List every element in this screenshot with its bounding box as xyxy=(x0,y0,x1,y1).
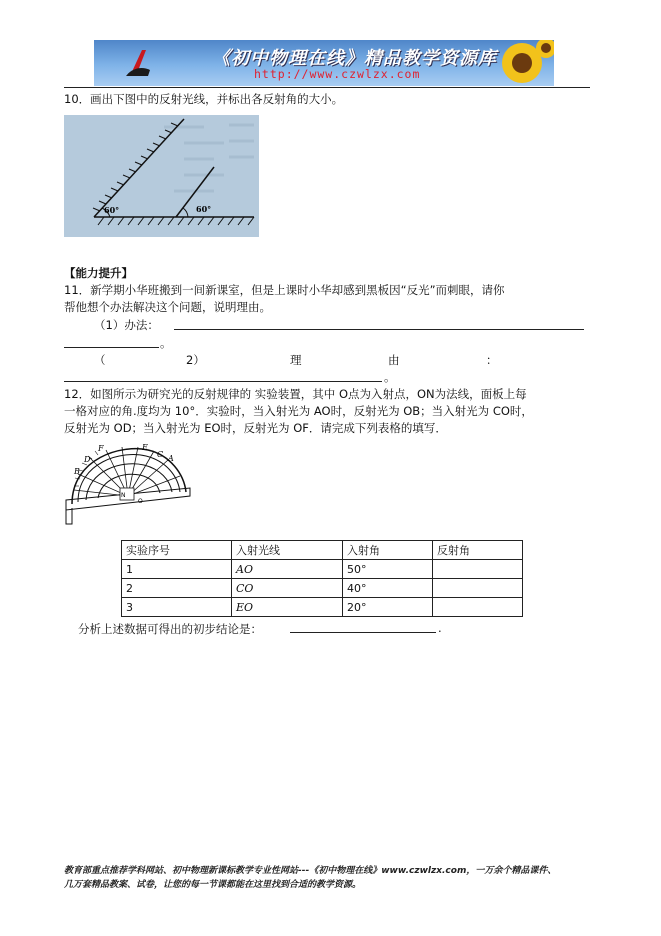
q11-reason-char1: 理 xyxy=(290,353,302,367)
results-table xyxy=(121,540,523,617)
reflection-apparatus-figure xyxy=(62,438,192,528)
slanted-mirror-hatch xyxy=(93,123,178,211)
conclusion-blank[interactable] xyxy=(290,620,436,633)
q10-text: 10．画出下图中的反射光线，并标出各反射角的大小。 xyxy=(64,92,344,106)
q12-line2: 一格对应的角.度均为 10°．实验时，当入射光为 AO时，反射光为 OB；当入射光为 CO时， xyxy=(64,404,533,418)
table-row xyxy=(122,579,523,598)
q11-method-label: （1）办法： xyxy=(94,318,159,332)
fig-label-c: C xyxy=(157,450,164,459)
section-heading: 【能力提升】 xyxy=(64,266,133,280)
reflection-angle-input[interactable] xyxy=(433,598,523,617)
q11-line2: 帮他想个办法解决这个问题，说明理由。 xyxy=(64,300,271,314)
q11-reason-char2: 由 xyxy=(388,353,400,367)
table-cell: 20° xyxy=(343,598,433,617)
header-rule xyxy=(64,87,590,88)
banner-title: 《初中物理在线》精品教学资源库 xyxy=(212,48,497,69)
q12-line1: 12．如图所示为研究光的反射规律的 实验装置，其中 O点为入射点，ON为法线，面板上每 xyxy=(64,387,527,401)
q11-line1: 11．新学期小华班搬到一间新课室，但是上课时小华却感到黑板因“反光”而刺眼，请你 xyxy=(64,283,505,297)
table-cell: 1 xyxy=(122,560,232,579)
angle-label-left: 60° xyxy=(104,205,120,215)
banner-url[interactable]: http://www.czwlzx.com xyxy=(254,67,421,81)
fig-label-e: E xyxy=(142,443,148,452)
q11-method-blank[interactable] xyxy=(174,317,584,330)
q12-line3: 反射光为 OD；当入射光为 EO时，反射光为 OF．请完成下列表格的填写． xyxy=(64,421,447,435)
table-cell: CO xyxy=(232,579,343,598)
table-header: 入射角 xyxy=(343,541,433,560)
fig-label-b: B xyxy=(74,467,80,476)
q10-mirror-figure xyxy=(64,115,259,237)
mirror-diagram xyxy=(64,115,259,237)
table-header-row xyxy=(122,541,523,560)
floor-mirror-hatch xyxy=(98,217,254,225)
q11-period2: 。 xyxy=(384,370,396,384)
fig-label-n: N xyxy=(121,492,126,499)
q11-period1: 。 xyxy=(160,336,172,350)
page-footer xyxy=(64,864,604,892)
q11-reason-blank[interactable] xyxy=(64,369,382,382)
q11-method-blank-cont[interactable] xyxy=(64,335,159,348)
q11-reason-num: 2） xyxy=(186,353,205,367)
table-header: 实验序号 xyxy=(122,541,232,560)
q11-reason-open: （ xyxy=(94,353,106,367)
table-header: 反射角 xyxy=(433,541,523,560)
fig-label-f: F xyxy=(98,444,104,453)
fig-label-a: A xyxy=(168,454,174,463)
conclusion-label: 分析上述数据可得出的初步结论是： xyxy=(78,622,262,636)
table-cell: 2 xyxy=(122,579,232,598)
fig-label-o: O xyxy=(138,498,143,505)
table-cell: 40° xyxy=(343,579,433,598)
header-banner xyxy=(94,40,554,86)
site-logo-icon xyxy=(124,46,152,80)
q11-reason-colon: ： xyxy=(486,353,498,367)
table-row xyxy=(122,560,523,579)
reflection-angle-input[interactable] xyxy=(433,579,523,598)
conclusion-end: . xyxy=(438,621,442,635)
table-cell: 50° xyxy=(343,560,433,579)
table-cell: 3 xyxy=(122,598,232,617)
footer-line1: 教育部重点推荐学科网站、初中物理新课标教学专业性网站---《初中物理在线》www.czwlzx.com，一万余个精品课件、 xyxy=(64,866,557,876)
table-cell: AO xyxy=(232,560,343,579)
table-cell: EO xyxy=(232,598,343,617)
table-header: 入射光线 xyxy=(232,541,343,560)
table-row xyxy=(122,598,523,617)
reflection-angle-input[interactable] xyxy=(433,560,523,579)
fig-label-d: D xyxy=(84,455,91,464)
sunflower-icon xyxy=(484,40,554,86)
footer-line2: 几万套精品教案、试卷，让您的每一节课都能在这里找到合适的教学资源。 xyxy=(64,880,362,890)
angle-label-right: 60° xyxy=(196,204,212,214)
